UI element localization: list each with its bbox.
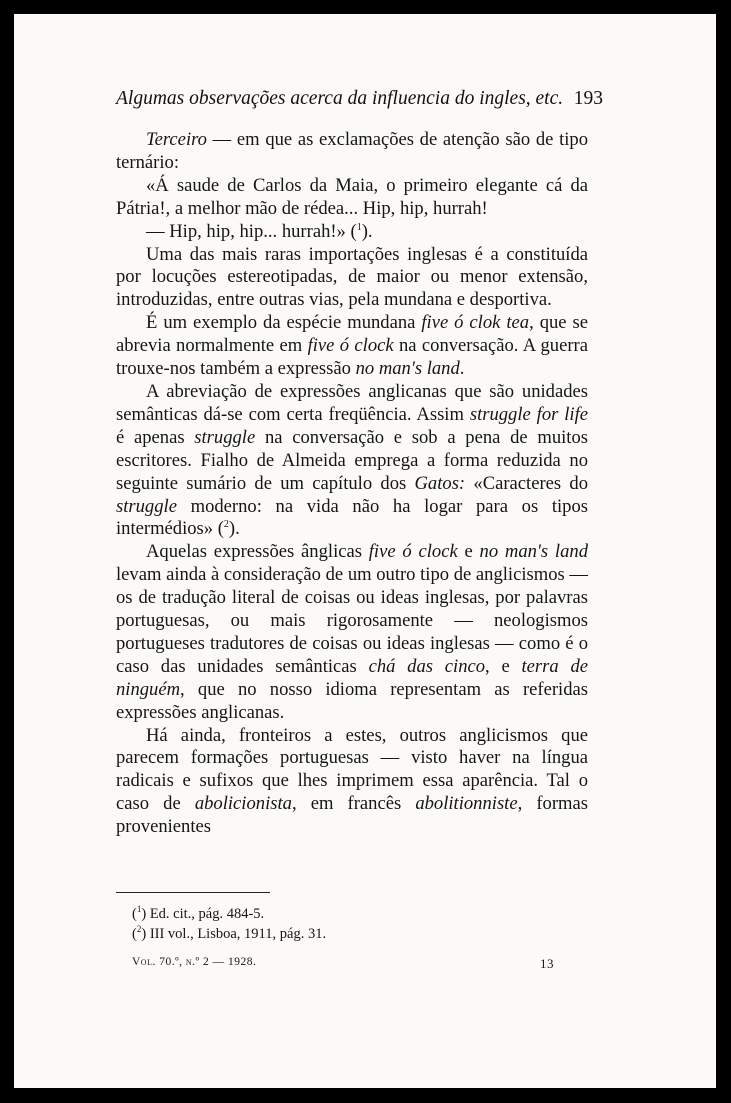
running-header	[116, 88, 603, 110]
footnote-text: Ed. cit., pág. 484-5.	[149, 906, 265, 922]
sheet-number: 13	[540, 956, 554, 971]
paragraph: — Hip, hip, hip... hurrah!» ($^1$).	[146, 220, 373, 242]
paragraph: Terceiro — em que as exclamações de atenção são de tipo ternário:	[116, 129, 588, 173]
footnote	[132, 904, 552, 924]
volume-line: Vol. 70.º, n.º 2 — 1928.	[132, 956, 257, 968]
book-page	[14, 14, 716, 1088]
running-title: Algumas observações acerca da influencia do ingles, etc.	[116, 88, 564, 109]
footnote-divider	[116, 892, 270, 893]
page-number: 193	[573, 88, 603, 109]
footnote	[132, 924, 552, 944]
paragraph: Aquelas expressões ânglicas five ó clock e no man's land levam ainda à consideração de um outro tipo de anglicismos — os de tradução literal de coisas ou ideas inglesas, por palavras portuguesas, ou mais rigorosamente — neologismos portugueses tradutores de coisas ou ideas inglesas — como é o caso das unidades semânticas chá das cinco, e terra de ninguém, que no nosso idioma representam as referidas expressões anglicanas.	[116, 541, 588, 723]
paragraph: «Á saude de Carlos da Maia, o primeiro elegante cá da Pátria!, a melhor mão de rédea... Hip, hip, hurrah!	[116, 174, 588, 219]
paragraph: A abreviação de expressões anglicanas que são unidades semânticas dá-se com certa freqüência. Assim struggle for life é apenas struggle na conversação e sob a pena de muitos escritores. Fialho de Almeida emprega a forma reduzida no seguinte sumário de um capítulo dos Gatos: «Caracteres do struggle moderno: na vida não ha logar para os tipos intermédios» ($^2$).	[116, 380, 588, 540]
footnote-text: III vol., Lisboa, 1911, pág. 31.	[149, 926, 327, 942]
paragraph: Há ainda, fronteiros a estes, outros anglicismos que parecem formações portuguesas — visto haver na língua radicais e sufixos que lhes imprimem essa aparência. Tal o caso de abolicionista, em francês abolitionniste, formas provenientes	[116, 724, 588, 838]
printer-signature	[132, 956, 554, 971]
footnote-mark: ($^2$)	[132, 924, 150, 942]
footnote-mark: ($^1$)	[132, 904, 150, 922]
paragraph: É um exemplo da espécie mundana five ó clok tea, que se abrevia normalmente em five ó clock na conversação. A guerra trouxe-nos também a expressão no man's land.	[116, 312, 588, 380]
footnotes	[132, 904, 552, 944]
body-text	[116, 129, 588, 839]
paragraph: Uma das mais raras importações inglesas é a constituída por locuções estereotipadas, de maior ou menor extensão, introduzidas, entre outras vias, pela mundana e desportiva.	[116, 243, 588, 311]
